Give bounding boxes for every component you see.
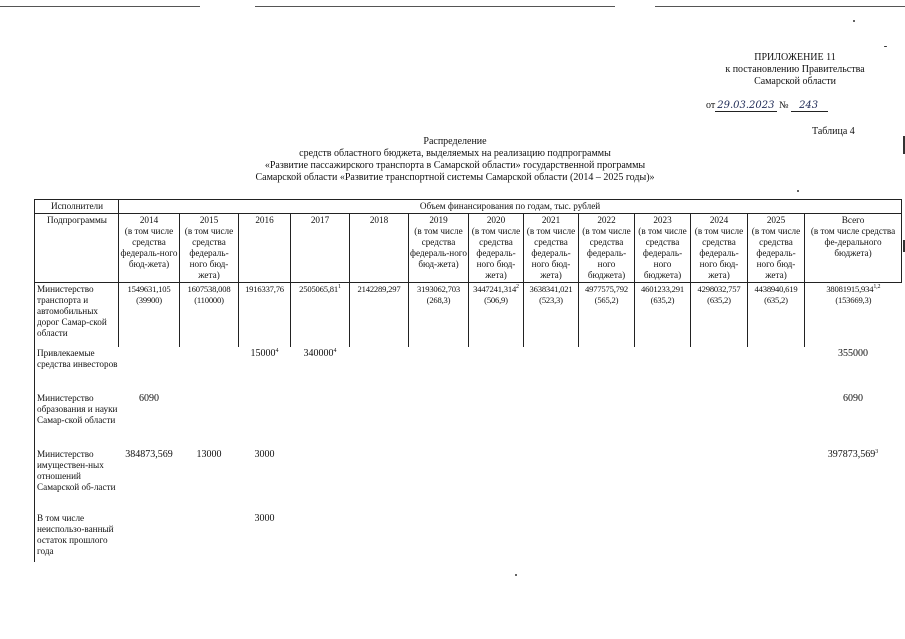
amount-cell (350, 512, 409, 562)
amount-value: 4438940,619 (754, 284, 798, 294)
amount-cell (805, 392, 902, 448)
year-note: (в том числе средства федераль-ного бюд-жета) (120, 226, 178, 269)
year-label: 2021 (541, 215, 561, 225)
year-label: 2025 (766, 215, 786, 225)
year-label: 2022 (597, 215, 616, 225)
year-header (748, 214, 805, 283)
year-note: (в том числе средства фе-дерального бюджета) (810, 226, 896, 258)
table-row (35, 512, 902, 562)
scan-speck (853, 20, 855, 22)
amount-cell (524, 512, 579, 562)
amount-value: 2505065,81 (299, 284, 338, 294)
amount-cell (524, 392, 579, 448)
year-label: 2016 (255, 215, 274, 225)
amount-cell (635, 347, 691, 392)
year-note: (в том числе средства федераль-ного бюд-жета) (410, 226, 467, 269)
federal-amount: (635,2) (764, 295, 788, 305)
year-header (350, 214, 409, 283)
document-heading (190, 136, 720, 184)
decree-number-sign: № (779, 100, 789, 111)
amount-cell (350, 283, 409, 347)
scan-speck (884, 46, 887, 47)
amount-cell (119, 347, 180, 392)
funding-table (34, 199, 902, 562)
amount-value: 4977575,792 (585, 284, 628, 294)
amount-value: 38081915,934 (826, 284, 874, 294)
amount-value: 3000 (254, 512, 275, 524)
amount-cell (291, 512, 350, 562)
amount-value: 3193062,703 (417, 284, 460, 294)
amount-cell (291, 347, 350, 392)
amount-cell (579, 448, 635, 512)
scan-speck (797, 190, 799, 192)
amount-cell (805, 512, 902, 562)
amount-cell (691, 448, 748, 512)
year-label: 2020 (486, 215, 506, 225)
year-label: 2018 (369, 215, 389, 225)
year-note: (в том числе средства федераль-ного бюджета) (638, 226, 687, 280)
amount-cell (635, 448, 691, 512)
amount-cell (748, 283, 805, 347)
amount-cell (409, 448, 469, 512)
amount-value: 1916337,76 (245, 284, 284, 294)
amount-value: 3000 (254, 448, 275, 460)
amount-value: 15000 (250, 347, 276, 359)
amount-cell (579, 347, 635, 392)
amount-value: 1549631,105 (127, 284, 171, 294)
executor-cell: Министерство транспорта и автомобильных дорог Самар-ской области (35, 283, 119, 347)
amount-cell (409, 347, 469, 392)
executor-cell: Министерство образования и науки Самар-ской области (35, 392, 119, 448)
year-note: (в том числе средства федераль-ного бюд-жета) (694, 226, 744, 280)
amount-value: 2142289,297 (357, 284, 401, 294)
federal-amount: (635,2) (707, 295, 731, 305)
amount-cell (691, 392, 748, 448)
year-header (409, 214, 469, 283)
amount-cell (691, 347, 748, 392)
funding-header: Объем финансирования по годам, тыс. рублей (119, 200, 902, 214)
federal-amount: (268,3) (426, 295, 451, 305)
amount-value: 6090 (139, 392, 159, 404)
federal-amount: (523,3) (539, 295, 563, 305)
heading-line: Самарской области «Развитие транспортной системы Самарской области (2014 – 2025 годы)» (255, 172, 655, 183)
footnote-mark: 1,2 (873, 284, 881, 290)
amount-cell (409, 512, 469, 562)
amount-value: 4298032,757 (697, 284, 741, 294)
amount-value: 4601233,291 (641, 284, 684, 294)
federal-amount: (506,9) (484, 295, 508, 305)
federal-amount: (635,2) (650, 295, 675, 305)
appendix-line: к постановлению Правительства (725, 64, 865, 75)
amount-cell (409, 283, 469, 347)
amount-cell (748, 512, 805, 562)
amount-cell (469, 283, 524, 347)
amount-cell (180, 448, 239, 512)
amount-cell (805, 347, 902, 392)
amount-cell (748, 448, 805, 512)
year-label: 2019 (429, 215, 448, 225)
footnote-mark: 1 (338, 284, 341, 290)
amount-value: 3447241,314 (473, 284, 517, 294)
heading-line: Распределение (423, 136, 487, 147)
year-header (691, 214, 748, 283)
year-note: (в том числе средства федераль-ного бюд-жета) (184, 226, 234, 280)
subprogram-header: Подпрограммы (35, 214, 119, 283)
footnote-mark: 2 (516, 284, 519, 290)
amount-cell (119, 283, 180, 347)
year-header (180, 214, 239, 283)
amount-cell (805, 448, 902, 512)
amount-cell (291, 448, 350, 512)
footnote-mark: 4 (333, 347, 337, 354)
amount-cell (239, 283, 291, 347)
year-note: (в том числе средства федераль-ного бюд-жета) (471, 226, 521, 280)
amount-cell (805, 283, 902, 347)
amount-cell (748, 392, 805, 448)
amount-value: 1607538,008 (187, 284, 231, 294)
executor-header: Исполнители (35, 200, 119, 214)
amount-cell (748, 347, 805, 392)
amount-cell (469, 448, 524, 512)
amount-cell (635, 392, 691, 448)
executor-cell: В том числе неиспользо-ванный остаток прошлого года (35, 512, 119, 562)
appendix-block (690, 52, 900, 88)
scan-top-line-left (0, 6, 200, 7)
amount-cell (291, 283, 350, 347)
table-label: Таблица 4 (812, 126, 855, 137)
amount-cell (691, 512, 748, 562)
year-header (805, 214, 902, 283)
year-label: 2017 (310, 215, 330, 225)
amount-value: 340000 (303, 347, 334, 359)
amount-value: 6090 (843, 392, 864, 404)
amount-cell (180, 347, 239, 392)
federal-amount: (153669,3) (835, 295, 872, 305)
amount-cell (691, 283, 748, 347)
amount-cell (524, 283, 579, 347)
amount-cell (350, 392, 409, 448)
amount-value: 3638341,021 (529, 284, 573, 294)
amount-cell (469, 512, 524, 562)
year-header (291, 214, 350, 283)
table-row (35, 448, 902, 512)
amount-cell (180, 392, 239, 448)
federal-amount: (565,2) (594, 295, 619, 305)
year-note: (в том числе средства федераль-ного бюджета) (582, 226, 631, 280)
scan-speck (515, 574, 517, 576)
decree-prefix: от (706, 100, 716, 111)
amount-cell (119, 448, 180, 512)
amount-cell (409, 392, 469, 448)
footnote-mark: 4 (275, 347, 279, 354)
executor-cell: Министерство имуществен-ных отношений Самарской об-ласти (35, 448, 119, 512)
year-header (635, 214, 691, 283)
year-note: (в том числе средства федераль-ного бюд-жета) (751, 226, 801, 280)
amount-cell (119, 392, 180, 448)
amount-cell (119, 512, 180, 562)
scan-top-line-right (655, 6, 905, 7)
amount-cell (239, 512, 291, 562)
amount-cell (469, 347, 524, 392)
year-note: (в том числе средства федераль-ного бюд-жета) (526, 226, 576, 280)
amount-cell (180, 512, 239, 562)
year-label: 2023 (653, 215, 672, 225)
amount-cell (239, 448, 291, 512)
amount-value: 355000 (838, 347, 869, 359)
year-label: 2024 (709, 215, 729, 225)
amount-cell (524, 448, 579, 512)
decree-reference (706, 100, 828, 111)
year-label: 2014 (139, 215, 159, 225)
year-header (239, 214, 291, 283)
amount-cell (635, 512, 691, 562)
table-row (35, 283, 902, 347)
table-row (35, 392, 902, 448)
appendix-title: ПРИЛОЖЕНИЕ 11 (754, 52, 836, 63)
amount-cell (579, 512, 635, 562)
amount-cell (350, 448, 409, 512)
year-header (579, 214, 635, 283)
amount-cell (239, 392, 291, 448)
amount-value: 384873,569 (125, 448, 173, 460)
amount-cell (524, 347, 579, 392)
federal-amount: (110000) (194, 295, 224, 305)
amount-cell (579, 392, 635, 448)
year-header (119, 214, 180, 283)
decree-number: 243 (791, 100, 828, 112)
amount-cell (469, 392, 524, 448)
amount-cell (579, 283, 635, 347)
amount-value: 13000 (196, 448, 222, 460)
heading-line: «Развитие пассажирского транспорта в Самарской области» государственной программы (264, 160, 646, 171)
table-row (35, 347, 902, 392)
appendix-line: Самарской области (754, 76, 836, 87)
amount-cell (291, 392, 350, 448)
scan-top-line-mid (255, 6, 615, 7)
amount-value: 397873,569 (827, 448, 876, 460)
footnote-mark: 3 (875, 448, 879, 455)
amount-cell (180, 283, 239, 347)
year-label: Всего (841, 215, 865, 225)
executor-cell: Привлекаемые средства инвесторов (35, 347, 119, 392)
amount-cell (635, 283, 691, 347)
year-label: 2015 (199, 215, 219, 225)
year-header (469, 214, 524, 283)
amount-cell (350, 347, 409, 392)
decree-date: 29.03.2023 (717, 100, 775, 111)
heading-line: средств областного бюджета, выделяемых на реализацию подпрограммы (299, 148, 611, 159)
year-header (524, 214, 579, 283)
amount-cell (239, 347, 291, 392)
federal-amount: (39900) (136, 295, 162, 305)
